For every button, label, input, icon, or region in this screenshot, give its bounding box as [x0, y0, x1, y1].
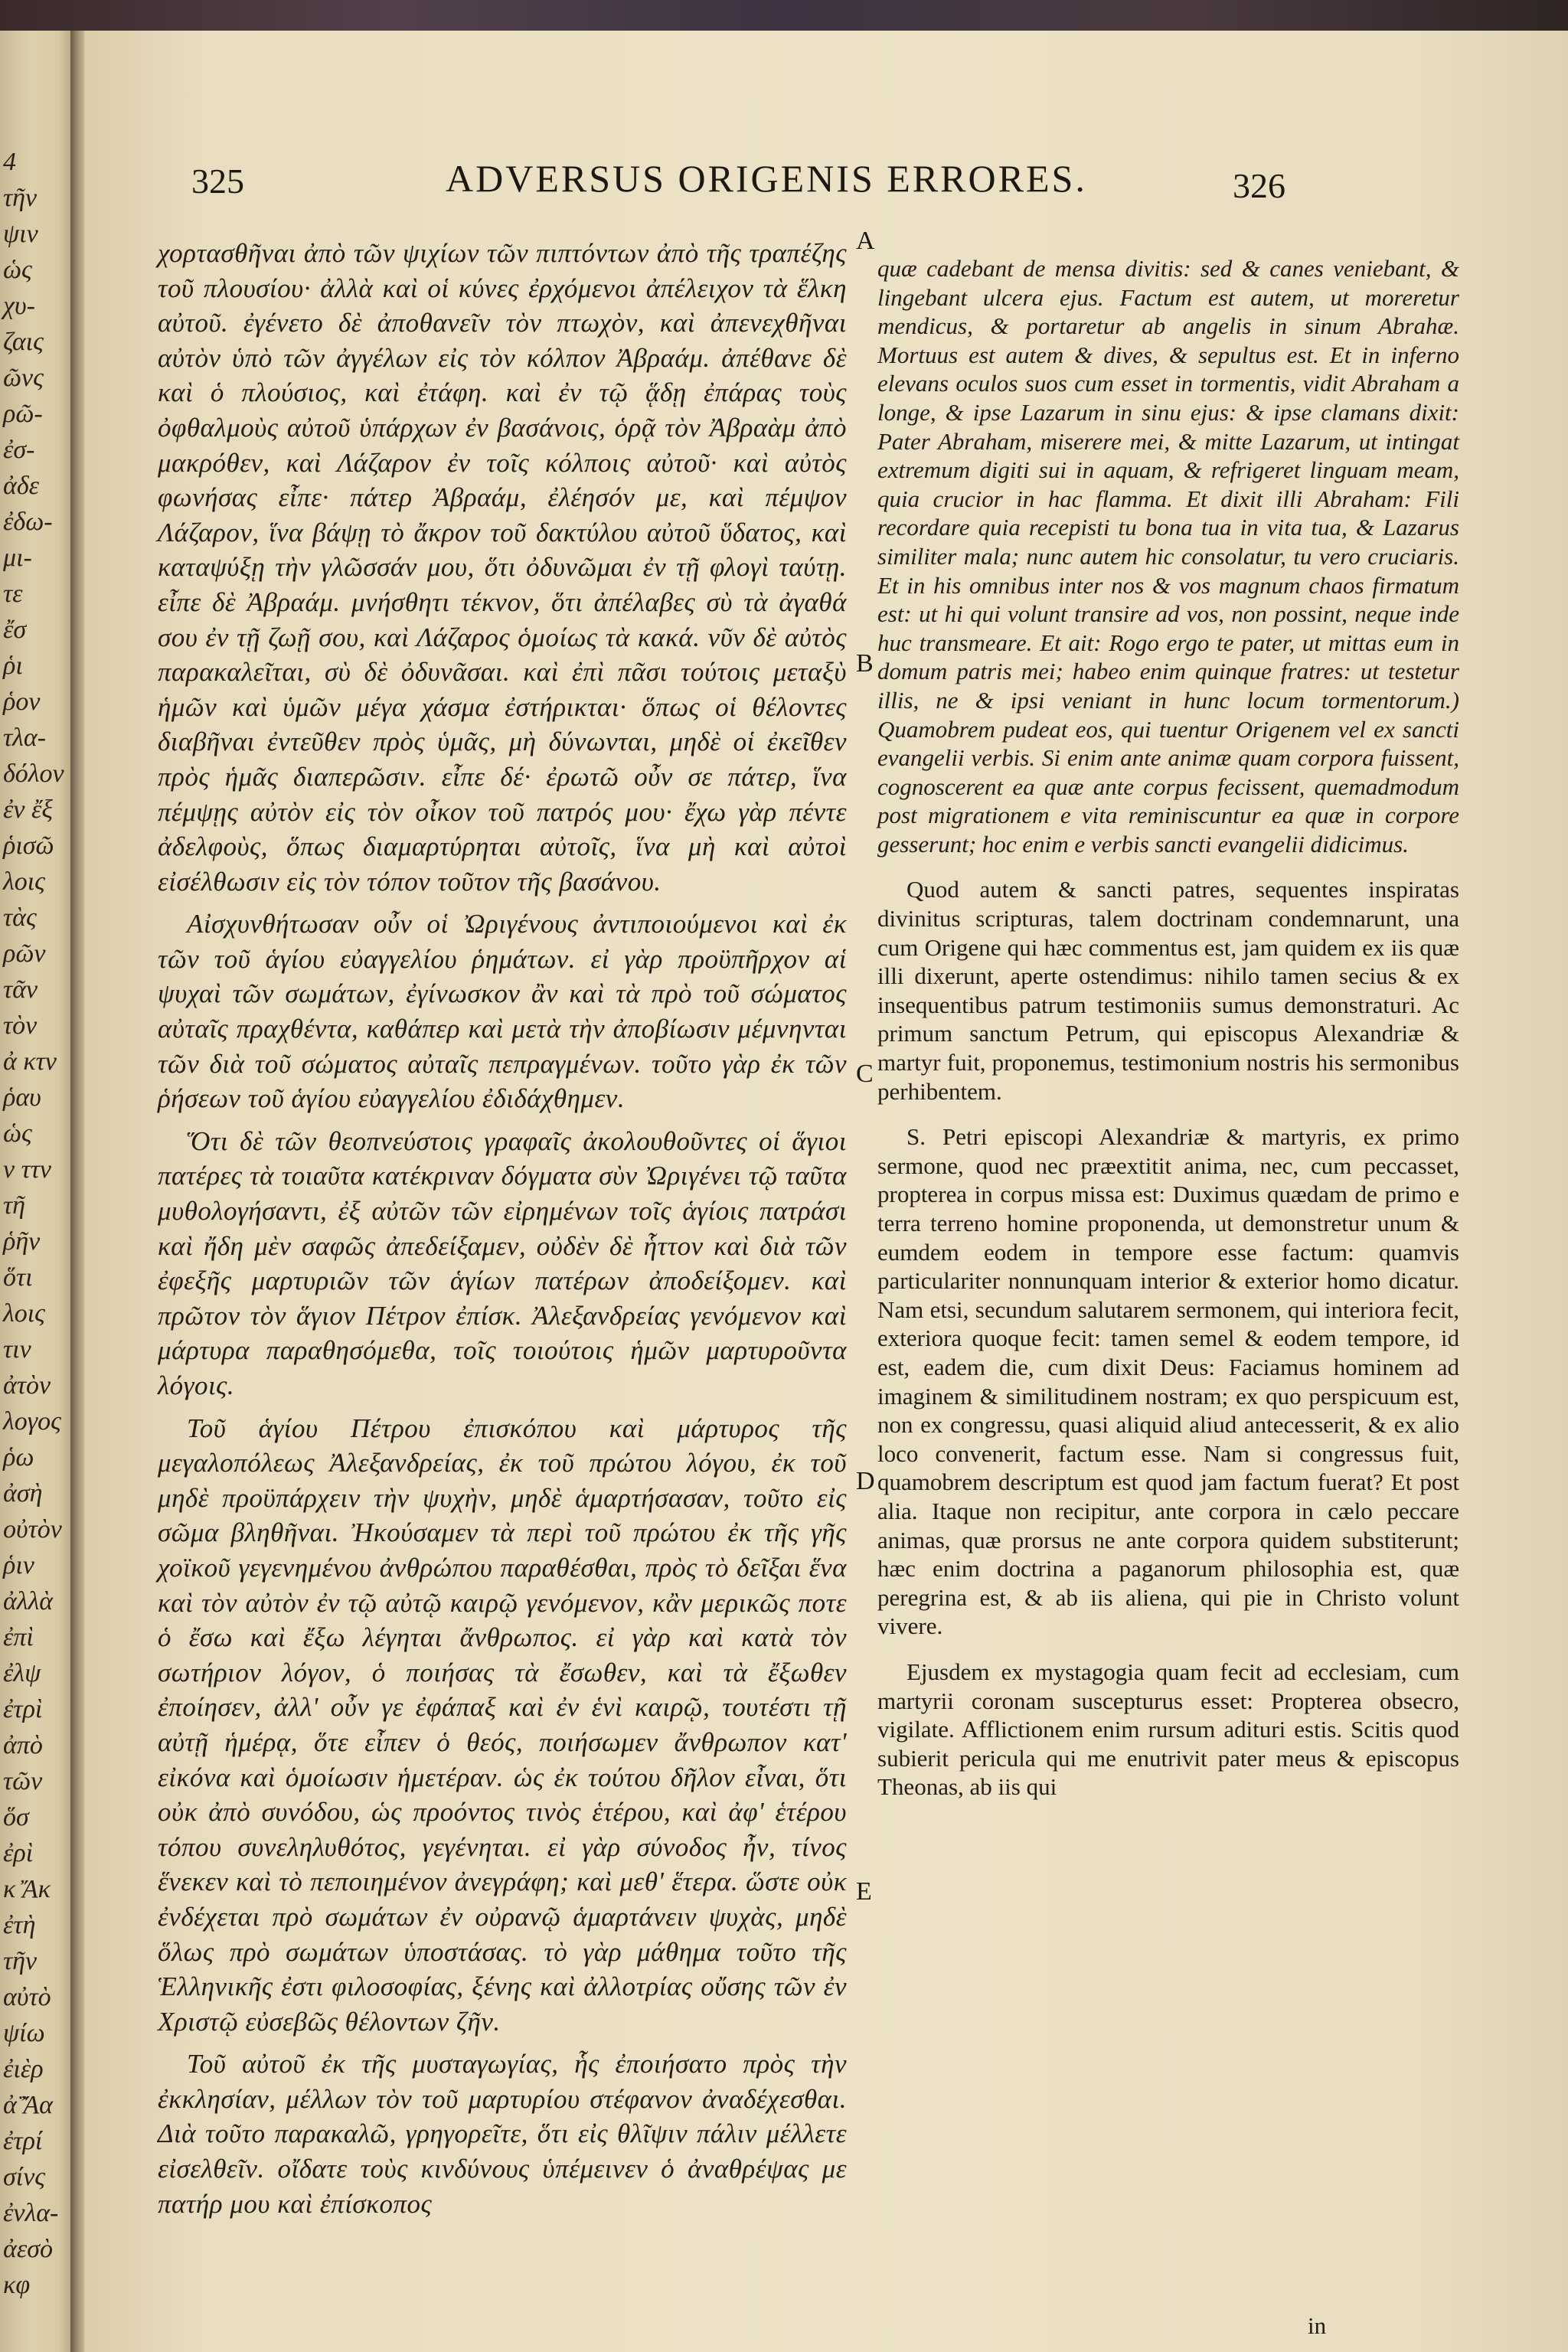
left-page-fragment: τε: [3, 580, 23, 608]
left-page-fragment: τῆν: [3, 184, 38, 212]
left-page-fragment: ζαις: [3, 328, 44, 356]
left-page-fragment: ἐσ-: [3, 436, 35, 464]
left-page-fragment: ῥαυ: [3, 1083, 41, 1112]
left-page-fragment: λοις: [3, 1299, 45, 1328]
left-page-fragment: ἐλψ: [3, 1659, 41, 1687]
latin-paragraph: S. Petri episcopi Alexandriæ & martyris, ex primo sermone, quod nec præextitit anima, nec, cum peccasset, propterea in corpus missa est: Duximus quædam de primo e terra terreno homine proponenda, ut demonstretur unum & eumdem eodem in tempore esse factum: quamvis particulariter nonnunquam interior & exterior homo dicatur. Nam etsi, secundum salutarem sermonem, qui interiora fecit, exteriora quoque fecit: tamen semel & eodem tempore, id est, eadem die, cum dixit Deus: Faciamus hominem ad imaginem & similitudinem nostram; ex quo perspicuum est, non ex congressu, quasi aliquid aliud antecesserit, & ex alio loco convenerit, factum esse. Nam si congressus fuit, quamobrem descriptum est quod jam factum fuerat? Et post alia. Itaque non recipitur, ante corpora in cælo peccare animas, quæ prorsus ne ante corpora quidem substiterunt; hæc enim doctrina a paganorum philosophia est, quæ peregrina est, & ab iis aliena, qui pie in Christo volunt vivere.: [877, 1123, 1459, 1640]
left-page-fragment: λογος: [3, 1407, 61, 1436]
latin-paragraph: quæ cadebant de mensa divitis: sed & canes veniebant, & lingebant ulcera ejus. Factum est autem, ut moreretur mendicus, & portaretur ab angelis in sinum Abrahæ. Mortuus est autem & dives, & sepultus est. Et in inferno elevans oculos suos cum esset in tormentis, vidit Abraham a longe, & ipse Lazarum in sinu ejus: & ipse clamans dixit: Pater Abraham, miserere mei, & mitte Lazarum, ut intingat extremum digiti sui in aquam, & refrigeret linguam meam, quia crucior in hac flamma. Et dixit illi Abraham: Fili recordare quia recepisti tu bona tua in vita tua, & Lazarus similiter mala; nunc autem hic consolatur, tu vero cruciaris. Et in his omnibus inter nos & vos magnum chaos firmatum est: ut hi qui volunt transire ad vos, non possint, neque inde huc transmeare. Et ait: Rogo ergo te pater, ut mittas eum in domum patris mei; habeo enim quinque fratres: ut testetur illis, ne & ipsi veniant in hunc locum tormentorum.) Quamobrem pudeat eos, qui tuentur Origenem vel ex sancti evangelii verbis. Si enim ante animæ quam corpora fuissent, cognoscerent ea quæ ante corpus fecissent, quemadmodum post migrationem e vita reminiscuntur ea quæ in corpore gesserunt; hoc enim e verbis sancti evangelii didicimus.: [877, 255, 1459, 858]
left-page-fragment: ῥον: [3, 688, 41, 716]
left-page-fragment: ὡς: [3, 256, 32, 284]
left-page-fragment: σίνς: [3, 2163, 46, 2191]
left-page-fragment: ἔσ: [3, 616, 27, 644]
left-page-fragment: ἀτὸν: [3, 1371, 51, 1400]
left-page-fragment: ἀ̈ Ἄα: [3, 2091, 53, 2119]
left-page-fragment: ὡς: [3, 1119, 32, 1148]
left-page-fragment: τῶν: [3, 1767, 43, 1795]
left-page-fragment: τῆ: [3, 1191, 26, 1220]
left-page-fragment: τῆν: [3, 1947, 38, 1975]
left-page-fragment: ἀσὴ: [3, 1479, 43, 1508]
left-page-fragment: ἐτὴ: [3, 1911, 36, 1939]
catchword: in: [1308, 2312, 1327, 2339]
latin-paragraph: Quod autem & sancti patres, sequentes inspiratas divinitus scripturas, talem doctrinam condemnarunt, una cum Origene qui hæc commentus est, jam quidem ex iis quæ illi dixerunt, aperte ostendimus: nihilo tamen secius & ex insequentibus patrum testimoniis sumus demonstraturi. Ac primum sanctum Petrum, qui episcopus Alexandriæ & martyr fuit, proponemus, testimonium nostris his sermonibus perhibentem.: [877, 876, 1459, 1105]
greek-text-column: [158, 236, 847, 2229]
left-page-fragment: ῥιν: [3, 1551, 34, 1579]
left-page-fragment: 4: [3, 148, 16, 176]
left-page-fragment: δόλον: [3, 760, 64, 788]
margin-letter-e: E: [856, 1877, 872, 1906]
running-title: ADVERSUS ORIGENIS ERRORES.: [446, 157, 1087, 200]
margin-letter-c: C: [856, 1060, 874, 1088]
left-page-fragment: ἀλλὰ: [3, 1587, 54, 1615]
left-page-fragment: ῥῆν: [3, 1227, 41, 1256]
left-page-fragment: ψιν: [3, 220, 38, 248]
left-page-fragment: ἀ κτν: [3, 1047, 57, 1076]
background-fabric: [0, 0, 1568, 34]
margin-letter-b: B: [856, 649, 874, 678]
left-page-fragment: ἐνλα-: [3, 2199, 59, 2227]
left-page-fragment: ἀεσὸ: [3, 2235, 54, 2263]
left-page-fragment: ἐδω-: [3, 508, 53, 536]
margin-letter-a: A: [856, 227, 875, 255]
left-page-fragment: ἀπὸ: [3, 1731, 43, 1759]
greek-paragraph: χορτασθῆναι ἀπὸ τῶν ψιχίων τῶν πιπτόντων ἀπὸ τῆς τραπέζης τοῦ πλουσίου· ἀλλὰ καὶ οἱ κύνες ἐρχόμενοι ἀπέλειχον τὰ ἕλκη αὐτοῦ. ἐγένετο δὲ ἀποθανεῖν τὸν πτωχὸν, καὶ ἀπενεχθῆναι αὐτὸν ὑπὸ τῶν ἀγγέλων εἰς τὸν κόλπον Ἀβραάμ. ἀπέθανε δὲ καὶ ὁ πλούσιος, καὶ ἐτάφη. καὶ ἐν τῷ ᾅδῃ ἐπάρας τοὺς ὀφθαλμοὺς αὐτοῦ ὑπάρχων ἐν βασάνοις, ὁρᾷ τὸν Ἀβραὰμ ἀπὸ μακρόθεν, καὶ Λάζαρον ἐν τοῖς κόλποις αὐτοῦ· καὶ αὐτὸς φωνήσας εἶπε· πάτερ Ἀβραάμ, ἐλέησόν με, καὶ πέμψον Λάζαρον, ἵνα βάψῃ τὸ ἄκρον τοῦ δακτύλου αὐτοῦ ὕδατος, καὶ καταψύξῃ τὴν γλῶσσάν μου, ὅτι ὀδυνῶμαι ἐν τῇ φλογὶ ταύτῃ. εἶπε δὲ Ἀβραάμ. μνήσθητι τέκνον, ὅτι ἀπέλαβες σὺ τὰ ἀγαθά σου ἐν τῇ ζωῇ σου, καὶ Λάζαρος ὁμοίως τὰ κακά. νῦν δὲ αὐτὸς παρακαλεῖται, σὺ δὲ ὀδυνᾶσαι. καὶ ἐπὶ πᾶσι τούτοις μεταξὺ ἡμῶν καὶ ὑμῶν μέγα χάσμα ἐστήρικται· ὅπως οἱ θέλοντες διαβῆναι ἐντεῦθεν πρὸς ὑμᾶς, μὴ δύνωνται, μηδὲ οἱ ἐκεῖθεν πρὸς ἡμᾶς διαπερῶσιν. εἶπε δέ· ἐρωτῶ οὖν σε πάτερ, ἵνα πέμψῃς αὐτὸν εἰς τὸν οἶκον τοῦ πατρός μου· ἔχω γὰρ πέντε ἀδελφοὺς, ὅπως διαμαρτύρηται αὐτοῖς, ἵνα μὴ καὶ αὐτοὶ εἰσέλθωσιν εἰς τὸν τόπον τοῦτον τῆς βασάνου.: [158, 238, 847, 897]
left-facing-page: [0, 31, 74, 2352]
greek-paragraph: Τοῦ ἁγίου Πέτρου ἐπισκόπου καὶ μάρτυρος τῆς μεγαλοπόλεως Ἀλεξανδρείας, ἐκ τοῦ πρώτου λόγου, ἐκ τοῦ μηδὲ προϋπάρχειν τὴν ψυχὴν, μηδὲ ἁμαρτήσασαν, τοῦτο εἰς σῶμα βληθῆναι. Ἠκούσαμεν τὰ περὶ τοῦ πρώτου ἐκ τῆς γῆς χοϊκοῦ γεγενημένου ἀνθρώπου παραθέσθαι, πρὸς τὸ δεῖξαι ἕνα καὶ τὸν αὐτὸν ἐν τῷ αὐτῷ καιρῷ γενόμενον, κἂν μερικῶς ποτε ὁ ἔσω καὶ ἔξω λέγηται ἄνθρωπος. εἰ γὰρ καὶ κατὰ τὸν σωτήριον λόγον, ὁ ποιήσας τὰ ἔσωθεν, καὶ τὰ ἔξωθεν ἐποίησεν, ἀλλ' οὖν γε ἐφάπαξ καὶ ἐν ἑνὶ καιρῷ, τουτέστι τῇ αὐτῇ ἡμέρᾳ, ὅτε εἶπεν ὁ θεός, ποιήσωμεν ἄνθρωπον κατ' εἰκόνα καὶ ὁμοίωσιν ἡμετέραν. ὡς ἐκ τούτου δῆλον εἶναι, ὅτι οὐκ ἀπὸ συνόδου, ὡς προόντος τινὸς ἑτέρου, καὶ ἀφ' ἑτέρου τόπου συνεληλυθότος, γεγένηται. εἰ γὰρ σύνοδος ἦν, τίνος ἕνεκεν καὶ τὸ πεποιημένον ἀνεγράφη; καὶ μεθ' ἕτερα. ὥστε οὐκ ἐνδέχεται πρὸ σωμάτων ἐν οὐρανῷ ἁμαρτάνειν ψυχὰς, μηδὲ ὅλως πρὸ σωμάτων ὑποστάσας. τὸ γὰρ μάθημα τοῦτο τῆς Ἑλληνικῆς ἐστι φιλοσοφίας, ξένης καὶ ἀλλοτρίας οὔσης τῶν ἐν Χριστῷ εὐσεβῶς θέλοντων ζῆν.: [158, 1413, 847, 2037]
left-page-fragment: ὅτι: [3, 1263, 33, 1292]
left-page-fragment: τᾶν: [3, 975, 38, 1004]
left-page-fragment: ν ττν: [3, 1155, 52, 1184]
left-page-fragment: ῶνς: [3, 364, 44, 392]
left-page-fragment: ψίω: [3, 2019, 45, 2047]
left-page-fragment: τιν: [3, 1335, 31, 1364]
left-page-fragment: ἐπὶ: [3, 1623, 34, 1651]
left-page-fragment: ἐν ἔξ: [3, 795, 53, 824]
latin-text-column: [877, 254, 1459, 1818]
left-page-fragment: χυ-: [3, 292, 35, 320]
left-page-fragment: κφ: [3, 2271, 31, 2299]
left-page-fragment: αὐτὸ: [3, 1983, 51, 2011]
left-page-fragment: ἐρὶ: [3, 1839, 34, 1867]
greek-paragraph: Τοῦ αὐτοῦ ἐκ τῆς μυσταγωγίας, ἧς ἐποιήσατο πρὸς τὴν ἐκκλησίαν, μέλλων τὸν τοῦ μαρτυρίου στέφανον ἀναδέχεσθαι. Διὰ τοῦτο παρακαλῶ, γρηγορεῖτε, ὅτι εἰς θλῖψιν πάλιν μέλλετε εἰσελθεῖν. οἴδατε τοὺς κινδύνους ὑπέμεινεν ὁ ἀναθρέψας με πατήρ μου καὶ ἐπίσκοπος: [158, 2049, 847, 2219]
left-page-fragment: ὅσ: [3, 1803, 29, 1831]
page-number-left: 325: [191, 162, 244, 201]
left-page-fragment: ρῶν: [3, 939, 46, 968]
left-page-fragment: τλα-: [3, 724, 47, 752]
left-page-fragment: τὸν: [3, 1011, 38, 1040]
left-page-fragment: κ Ἄκ: [3, 1875, 51, 1903]
left-page-fragment: μι-: [3, 544, 32, 572]
left-page-fragment: ἐτρί: [3, 2127, 43, 2155]
margin-letter-d: D: [856, 1467, 875, 1495]
left-page-fragment: οὐτὸν: [3, 1515, 62, 1544]
left-page-fragment: λοις: [3, 867, 45, 896]
greek-paragraph: Αἰσχυνθήτωσαν οὖν οἱ Ὠριγένους ἀντιποιούμενοι καὶ ἐκ τῶν τοῦ ἁγίου εὐαγγελίου ῥημάτων. εἰ γὰρ προϋπῆρχον αἱ ψυχαὶ τῶν σωμάτων, ἐγίνωσκον ἂν καὶ τὰ πρὸ τοῦ σώματος αὐταῖς πραχθέντα, καθάπερ καὶ μετὰ τὴν ἀποβίωσιν μέμνηνται τῶν διὰ τοῦ σώματος αὐταῖς πεπραγμένων. τοῦτο γὰρ ἐκ τῶν ῥήσεων τοῦ ἁγίου εὐαγγελίου ἐδιδάχθημεν.: [158, 909, 847, 1114]
right-page: [84, 31, 1568, 2352]
left-page-fragment: ῥω: [3, 1443, 34, 1472]
left-page-fragment: ῥι: [3, 652, 23, 680]
page-number-right: 326: [1233, 166, 1285, 205]
left-page-fragment: ἐτρὶ: [3, 1695, 43, 1723]
left-page-fragment: ἀδε: [3, 472, 40, 500]
latin-paragraph: Ejusdem ex mystagogia quam fecit ad ecclesiam, cum martyrii coronam suscepturus esset: Propterea obsecro, vigilate. Afflictionem enim rursum adituri estis. Scitis quod subierit pericula qui me enutrivit pater meus & episcopus Theonas, ab iis qui: [877, 1658, 1459, 1801]
greek-paragraph: Ὅτι δὲ τῶν θεοπνεύστοις γραφαῖς ἀκολουθοῦντες οἱ ἅγιοι πατέρες τὰ τοιαῦτα κατέκριναν δόγματα σὺν Ὠριγένει τῷ ταῦτα μυθολογήσαντι, ἐξ αὐτῶν τῶν εἰρημένων τοῖς ἁγίοις πατράσι καὶ ἤδη μὲν σαφῶς ἀπεδείξαμεν, οὐδὲν δὲ ἧττον καὶ διὰ τῶν ἐφεξῆς μαρτυριῶν τῶν ἁγίων πατέρων ἀποδείξομεν. καὶ πρῶτον τὸν ἅγιον Πέτρον ἐπίσκ. Ἀλεξανδρείας γενόμενον καὶ μάρτυρα παραθησόμεθα, τοῖς τοιούτοις ἡμῶν μαρτυροῦντα λόγοις.: [158, 1125, 847, 1400]
left-page-fragment: ῥισῶ: [3, 831, 54, 860]
left-page-fragment: τὰς: [3, 903, 37, 932]
left-page-fragment: ρῶ-: [3, 400, 43, 428]
left-page-fragment: ἐιὲρ: [3, 2055, 44, 2083]
